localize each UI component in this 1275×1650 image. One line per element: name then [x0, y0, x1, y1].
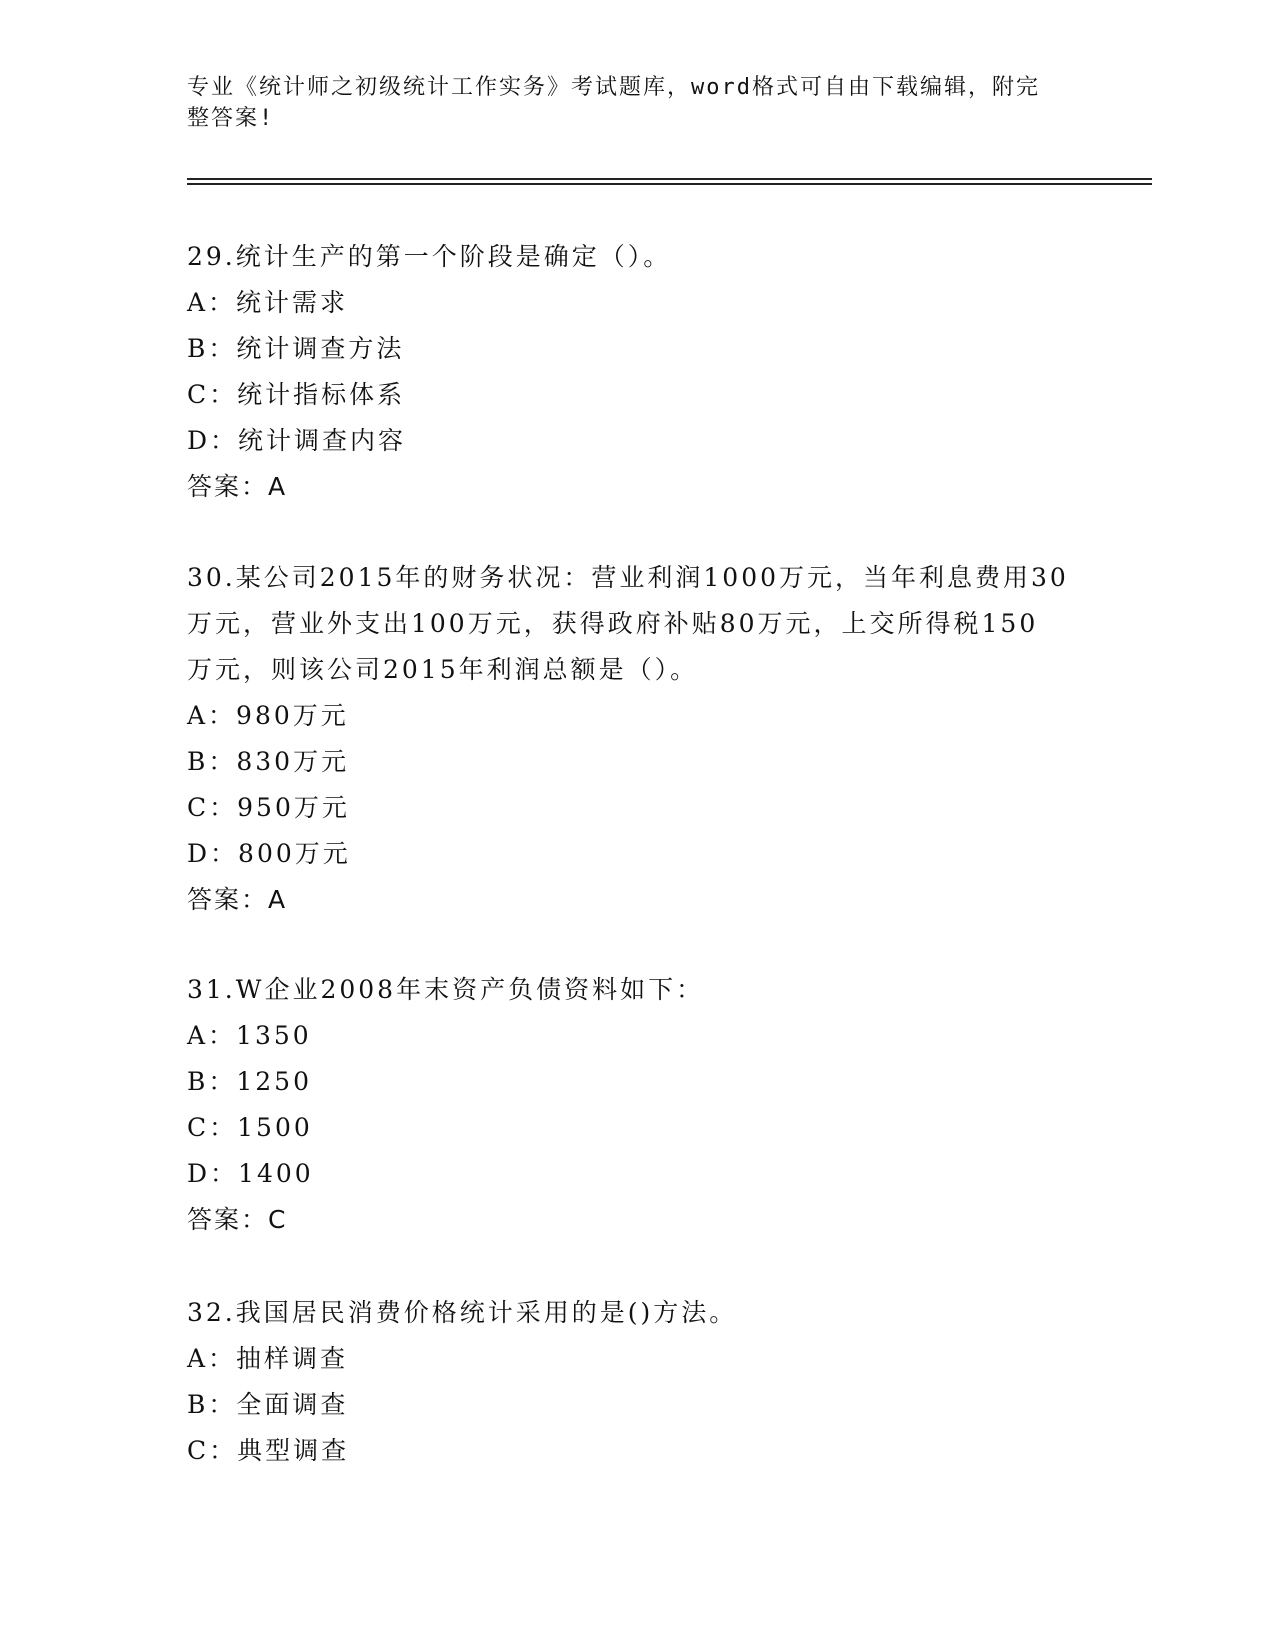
- header-line-2: 整答案!: [187, 106, 275, 131]
- header-divider-bottom: [187, 183, 1152, 185]
- question-stem-line-2: 万元，营业外支出100万元，获得政府补贴80万元，上交所得税150: [187, 609, 1039, 638]
- answer-line: 答案：A: [187, 885, 288, 914]
- option-c: C：950万元: [187, 793, 350, 822]
- option-d: D：1400: [187, 1159, 314, 1188]
- header-divider-top: [187, 178, 1152, 180]
- question-stem: 31.W企业2008年末资产负债资料如下：: [187, 975, 705, 1004]
- option-a: A：1350: [187, 1021, 312, 1050]
- option-b: B：1250: [187, 1067, 312, 1096]
- option-b: B：830万元: [187, 747, 350, 776]
- question-stem: 32.我国居民消费价格统计采用的是()方法。: [187, 1298, 738, 1327]
- option-a: A：抽样调查: [187, 1344, 349, 1373]
- option-a: A：统计需求: [187, 288, 349, 317]
- option-b: B：统计调查方法: [187, 334, 405, 363]
- option-c: C：1500: [187, 1113, 313, 1142]
- option-c: C：典型调查: [187, 1436, 350, 1465]
- question-stem: 29.统计生产的第一个阶段是确定（）。: [187, 242, 672, 271]
- option-d: D：统计调查内容: [187, 426, 407, 455]
- question-31: [187, 967, 1087, 1243]
- question-29: [187, 234, 1087, 510]
- option-b: B：全面调查: [187, 1390, 349, 1419]
- question-stem-line-3: 万元，则该公司2015年利润总额是（）。: [187, 655, 699, 684]
- document-header: [187, 72, 1067, 134]
- question-stem-line-1: 30.某公司2015年的财务状况：营业利润1000万元，当年利息费用30: [187, 563, 1069, 592]
- header-line-1: 专业《统计师之初级统计工作实务》考试题库，word格式可自由下载编辑，附完: [187, 75, 1040, 100]
- option-a: A：980万元: [187, 701, 349, 730]
- question-30: [187, 555, 1087, 923]
- option-d: D：800万元: [187, 839, 351, 868]
- question-32: [187, 1290, 1087, 1474]
- option-c: C：统计指标体系: [187, 380, 406, 409]
- answer-line: 答案：A: [187, 472, 288, 501]
- answer-line: 答案：C: [187, 1205, 288, 1234]
